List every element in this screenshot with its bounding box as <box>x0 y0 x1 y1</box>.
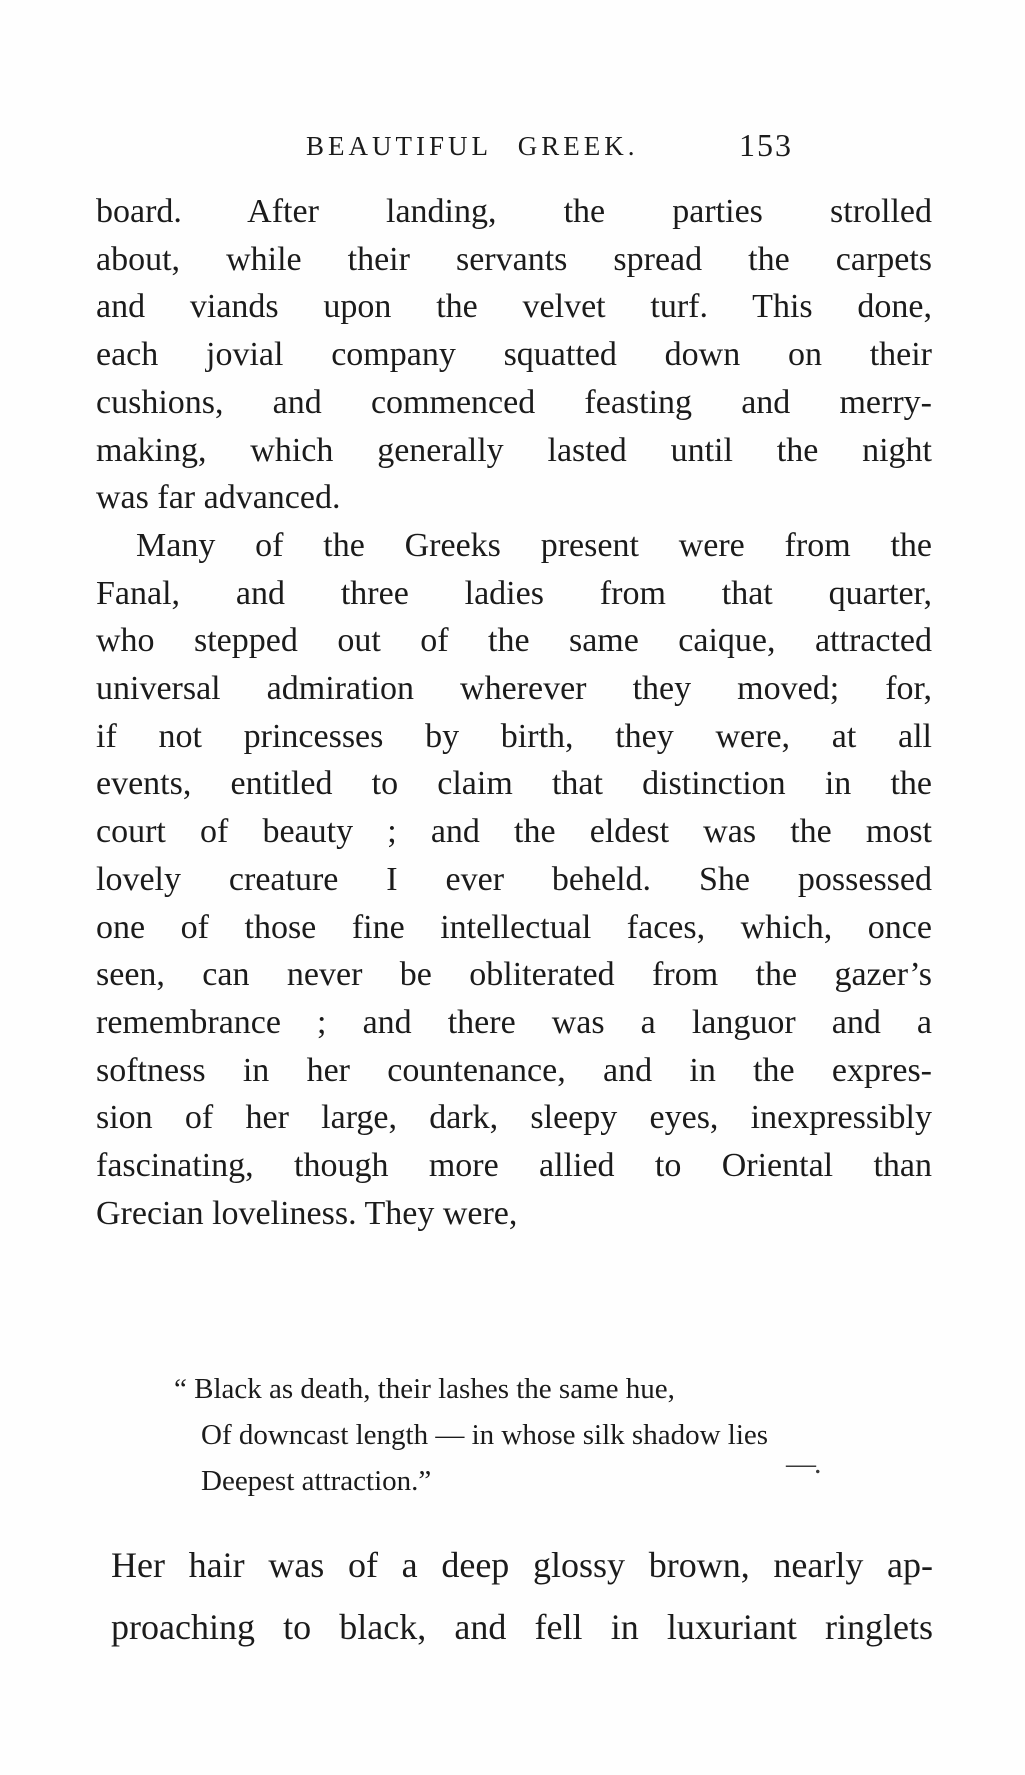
text-line: remembrance ; and there was a languor and a <box>96 1003 932 1041</box>
text-line: about, while their servants spread the carpets <box>96 240 932 278</box>
verse-quote-block <box>174 1366 834 1504</box>
text-line: events, entitled to claim that distinction in the <box>96 765 932 803</box>
text-line: making, which generally lasted until the night <box>96 431 932 469</box>
text-line: was far advanced. <box>96 479 341 517</box>
body-text <box>96 188 932 1237</box>
text-line: Fanal, and three ladies from that quarter, <box>96 574 932 612</box>
text-line: board. After landing, the parties strolled <box>96 193 932 230</box>
text-line: fascinating, though more allied to Oriental than <box>96 1147 932 1185</box>
text-line: lovely creature I ever beheld. She possessed <box>96 860 932 898</box>
quote-line: Deepest attraction.” <box>201 1465 432 1497</box>
reference-dash-mark: —. <box>786 1447 820 1480</box>
text-line: Many of the Greeks present were from the <box>136 526 932 564</box>
text-line: Her hair was of a deep glossy brown, nearly ap- <box>111 1545 933 1585</box>
quote-line: “ Black as death, their lashes the same hue, <box>174 1373 675 1405</box>
text-line: if not princesses by birth, they were, at all <box>96 717 932 755</box>
text-line: and viands upon the velvet turf. This done, <box>96 288 932 326</box>
page-number: 153 <box>739 127 793 163</box>
text-line: Grecian loveliness. They were, <box>96 1194 518 1232</box>
text-line: universal admiration wherever they moved; for, <box>96 670 932 708</box>
text-line: sion of her large, dark, sleepy eyes, inexpressibly <box>96 1099 932 1137</box>
closing-paragraph <box>111 1534 933 1658</box>
text-line: proaching to black, and fell in luxuriant ringlets <box>111 1607 933 1647</box>
text-line: cushions, and commenced feasting and merry- <box>96 383 932 421</box>
text-line: court of beauty ; and the eldest was the most <box>96 813 932 851</box>
text-line: softness in her countenance, and in the expres- <box>96 1051 932 1089</box>
text-line: who stepped out of the same caique, attracted <box>96 622 932 660</box>
text-line: each jovial company squatted down on their <box>96 336 932 374</box>
quote-line: Of downcast length — in whose silk shadow lies <box>201 1419 769 1451</box>
running-title: BEAUTIFUL GREEK. <box>306 131 639 161</box>
text-line: seen, can never be obliterated from the gazer’s <box>96 956 932 994</box>
text-line: one of those fine intellectual faces, which, once <box>96 908 932 946</box>
